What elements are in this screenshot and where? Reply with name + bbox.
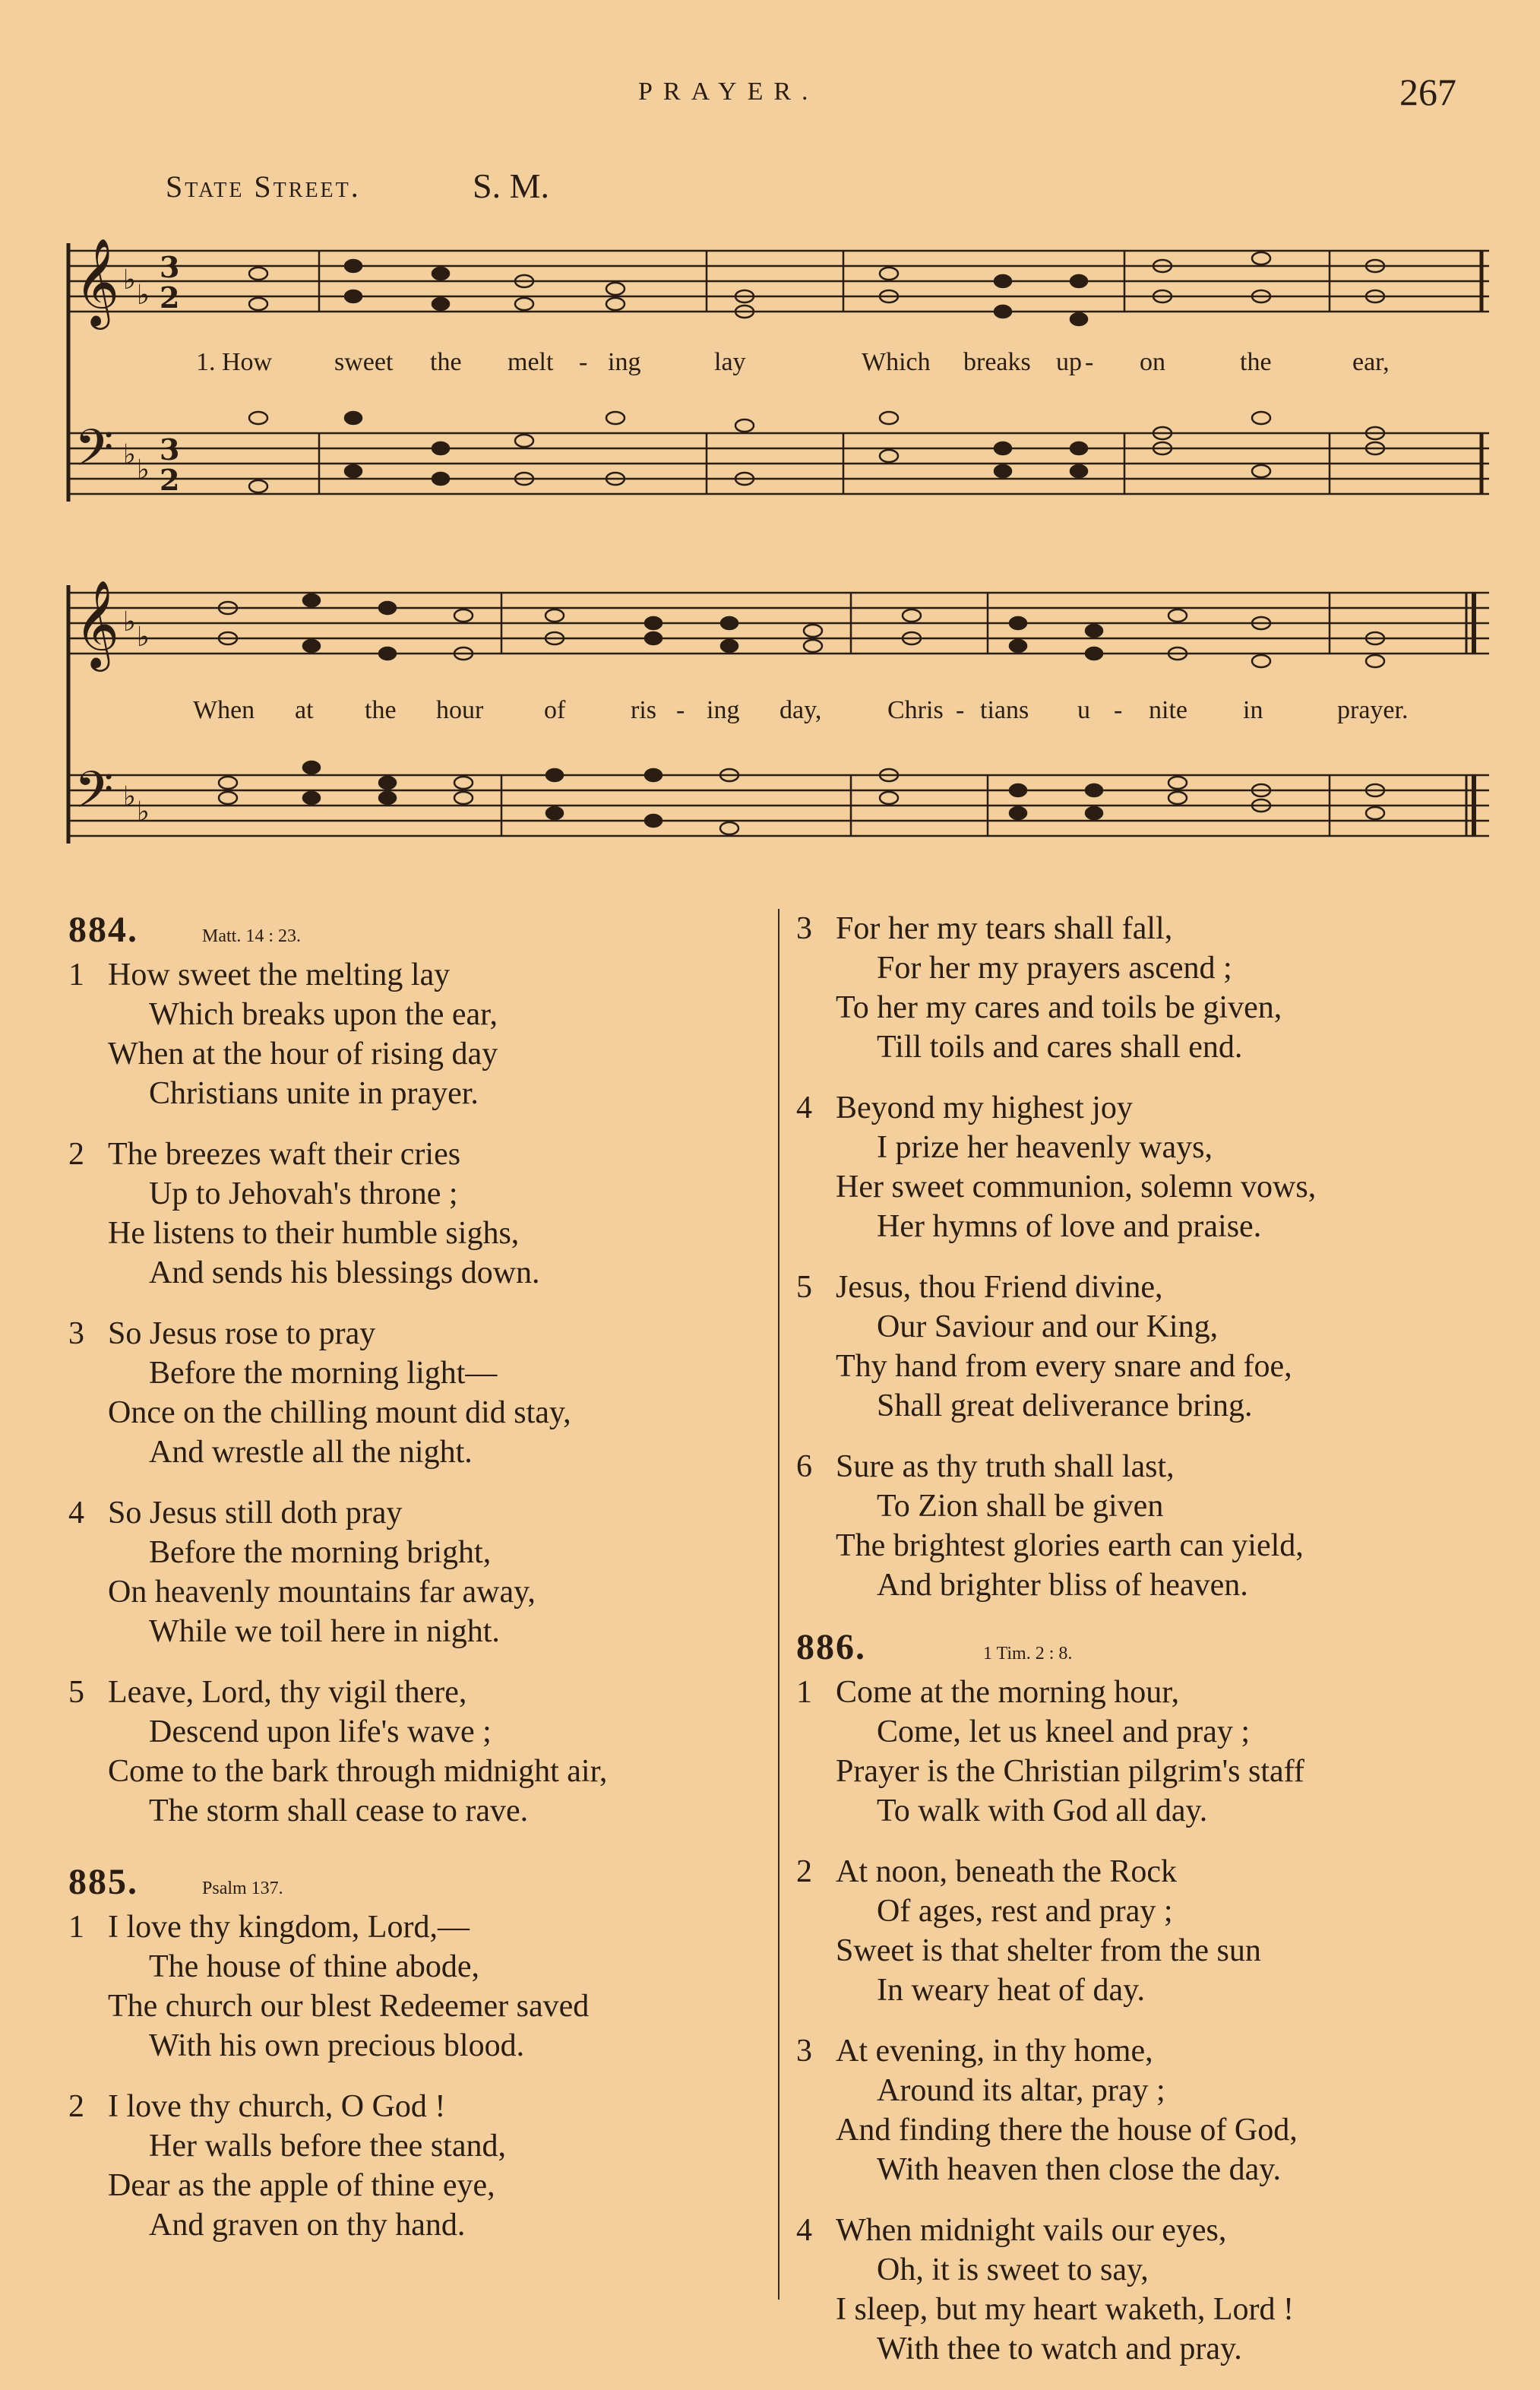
verse-line: Her sweet communion, solemn vows,: [836, 1170, 1317, 1204]
left-column: [68, 909, 767, 2266]
verse-line: The house of thine abode,: [149, 1949, 480, 1984]
verse-line: Around its altar, pray ;: [877, 2073, 1165, 2108]
bass-clef-icon: 𝄢: [74, 761, 114, 831]
verse-line: So Jesus rose to pray: [108, 1316, 376, 1351]
hymn-number: 885.: [68, 1862, 138, 1902]
verse-line: Till toils and cares shall end.: [877, 1030, 1243, 1065]
stanza-number: 5: [68, 1675, 84, 1710]
verse-line: The brightest glories earth can yield,: [836, 1528, 1304, 1563]
verse-line: Come, let us kneel and pray ;: [877, 1714, 1251, 1749]
lyric-syllable: in: [1243, 696, 1263, 724]
svg-text:♭: ♭: [123, 606, 136, 638]
stanza-number: 5: [796, 1270, 812, 1305]
verse-line: Which breaks upon the ear,: [149, 997, 498, 1032]
verse-line: Thy hand from every snare and foe,: [836, 1349, 1292, 1384]
lyric-syllable: up: [1056, 348, 1082, 376]
verse-line: To her my cares and toils be given,: [836, 990, 1282, 1025]
verse-line: At noon, beneath the Rock: [836, 1854, 1178, 1889]
stanza-number: 4: [796, 2213, 812, 2248]
verse-line: I prize her heavenly ways,: [877, 1130, 1213, 1165]
section-title: PRAYER.: [638, 78, 819, 106]
hymn-885-continued: [796, 909, 1526, 1605]
verse-line: I love thy kingdom, Lord,—: [108, 1910, 470, 1945]
stanza: [796, 1673, 1526, 1831]
stanza: [68, 1135, 767, 1293]
lyric-syllable: the: [1240, 348, 1272, 376]
verse-line: Come to the bark through midnight air,: [108, 1754, 608, 1789]
verse-line: Oh, it is sweet to say,: [877, 2252, 1149, 2287]
stanza: [796, 1088, 1526, 1246]
column-divider: [778, 909, 779, 2300]
stanza-number: 2: [68, 2089, 84, 2124]
svg-text:♭: ♭: [123, 439, 136, 470]
verse-line: With his own precious blood.: [149, 2028, 525, 2063]
verse-line: The breezes waft their cries: [108, 1137, 461, 1172]
scripture-reference: Psalm 137.: [202, 1879, 283, 1898]
verse-line: So Jesus still doth pray: [108, 1496, 403, 1531]
verse-line: Dear as the apple of thine eye,: [108, 2168, 495, 2203]
page-number: 267: [1399, 71, 1456, 113]
svg-text:♭: ♭: [123, 781, 136, 812]
stanza-number: 1: [796, 1675, 812, 1710]
verse-line: And wrestle all the night.: [149, 1435, 473, 1470]
verse-line: While we toil here in night.: [149, 1614, 500, 1649]
verse-line: To Zion shall be given: [877, 1489, 1164, 1524]
lyric-syllable: ris: [631, 696, 656, 724]
stanza: [796, 1447, 1526, 1605]
verse-line: Leave, Lord, thy vigil there,: [108, 1675, 467, 1710]
lyric-syllable: day,: [779, 696, 822, 724]
verse-line: When midnight vails our eyes,: [836, 2213, 1227, 2248]
verse-line: Her walls before thee stand,: [149, 2129, 506, 2164]
stanza-number: 3: [796, 911, 812, 946]
staff-bass-1: [68, 433, 1489, 494]
musical-score: [61, 213, 1504, 874]
verse-line: Sure as thy truth shall last,: [836, 1449, 1175, 1484]
staff-treble-2: [68, 593, 1489, 654]
hymn-number: 884.: [68, 910, 138, 950]
verse-line: And sends his blessings down.: [149, 1255, 540, 1290]
verse-line: And finding there the house of God,: [836, 2113, 1298, 2148]
verse-line: Descend upon life's wave ;: [149, 1714, 492, 1749]
treble-clef-icon: 𝄞: [74, 579, 120, 668]
lyric-syllable: breaks: [963, 348, 1031, 376]
verse-line: For her my tears shall fall,: [836, 911, 1173, 946]
lyric-syllable: sweet: [334, 348, 394, 376]
lyric-syllable: melt: [508, 348, 554, 376]
tune-name: State Street.: [166, 169, 361, 204]
svg-text:♭: ♭: [137, 454, 150, 486]
verse-line: In weary heat of day.: [877, 1973, 1145, 2008]
stanza: [68, 955, 767, 1113]
verse-line: Come at the morning hour,: [836, 1675, 1180, 1710]
lyric-syllable: the: [430, 348, 462, 376]
stanza: [796, 1268, 1526, 1426]
stanza: [68, 1493, 767, 1651]
verse-line: For her my prayers ascend ;: [877, 951, 1232, 986]
stanza-number: 6: [796, 1449, 812, 1484]
verse-line: I love thy church, O God !: [108, 2089, 446, 2124]
lyric-syllable: -: [1114, 696, 1123, 724]
stanza-number: 4: [796, 1091, 812, 1125]
verse-line: And graven on thy hand.: [149, 2208, 466, 2243]
verse-line: How sweet the melting lay: [108, 958, 451, 992]
stanza-number: 2: [68, 1137, 84, 1172]
verse-line: Our Saviour and our King,: [877, 1309, 1219, 1344]
svg-text:♭: ♭: [137, 622, 150, 653]
svg-text:♭: ♭: [123, 264, 136, 296]
lyric-syllable: ing: [707, 696, 740, 724]
stanza: [68, 1314, 767, 1472]
stanza-number: 3: [68, 1316, 84, 1351]
verse-line: Prayer is the Christian pilgrim's staff: [836, 1754, 1304, 1789]
lyric-syllable: -: [956, 696, 965, 724]
lyric-syllable: ear,: [1352, 348, 1390, 376]
svg-text:♭: ♭: [137, 280, 150, 311]
lyric-syllable: lay: [714, 348, 746, 376]
verse-line: On heavenly mountains far away,: [108, 1575, 536, 1610]
lyric-syllable: hour: [436, 696, 484, 724]
lyric-syllable: nite: [1149, 696, 1187, 724]
lyric-syllable: at: [295, 696, 314, 724]
verse-line: Before the morning light—: [149, 1356, 498, 1391]
hymn-886: [796, 1626, 1526, 2369]
verse-line: Beyond my highest joy: [836, 1091, 1133, 1125]
lyric-syllable: -: [1085, 348, 1094, 376]
verse-line: And brighter bliss of heaven.: [877, 1568, 1248, 1603]
stanza: [68, 1673, 767, 1831]
staff-bass-2: [68, 775, 1489, 836]
treble-clef-icon: 𝄞: [74, 237, 120, 326]
verse-line: When at the hour of rising day: [108, 1037, 498, 1072]
hymn-885: [68, 1861, 767, 2245]
verse-line: At evening, in thy home,: [836, 2034, 1153, 2069]
hymn-884: [68, 909, 767, 1831]
lyric-syllable: Chris: [887, 696, 944, 724]
scripture-reference: Matt. 14 : 23.: [202, 926, 301, 946]
bass-clef-icon: 𝄢: [74, 419, 114, 489]
verse-line: I sleep, but my heart waketh, Lord !: [836, 2292, 1294, 2327]
scripture-reference: 1 Tim. 2 : 8.: [983, 1644, 1073, 1664]
svg-text:♭: ♭: [137, 796, 150, 828]
stanza: [796, 2031, 1526, 2189]
verse-line: Christians unite in prayer.: [149, 1076, 479, 1111]
lyric-syllable: the: [365, 696, 397, 724]
verse-line: The church our blest Redeemer saved: [108, 1989, 590, 2024]
verse-line: He listens to their humble sighs,: [108, 1216, 520, 1251]
verse-line: Once on the chilling mount did stay,: [108, 1395, 571, 1430]
hymn-number: 886.: [796, 1627, 866, 1667]
verse-line: Before the morning bright,: [149, 1535, 492, 1570]
verse-line: Up to Jehovah's throne ;: [149, 1176, 458, 1211]
verse-line: With heaven then close the day.: [877, 2152, 1282, 2187]
stanza: [796, 909, 1526, 1067]
stanza: [796, 2211, 1526, 2369]
stanza-number: 4: [68, 1496, 84, 1531]
lyric-syllable: When: [193, 696, 255, 724]
lyric-syllable: -: [579, 348, 588, 376]
verse-line: Her hymns of love and praise.: [877, 1209, 1262, 1244]
verse-line: The storm shall cease to rave.: [149, 1793, 529, 1828]
verse-line: To walk with God all day.: [877, 1793, 1208, 1828]
stanza: [68, 1907, 767, 2066]
lyric-syllable: Which: [862, 348, 931, 376]
right-column: [796, 909, 1526, 2390]
svg-text:2: 2: [160, 280, 180, 315]
verse-line: Jesus, thou Friend divine,: [836, 1270, 1163, 1305]
lyric-syllable: prayer.: [1337, 696, 1409, 724]
stanza-number: 3: [796, 2034, 812, 2069]
staff-treble-1: [68, 251, 1489, 312]
verse-line: Shall great deliverance bring.: [877, 1388, 1253, 1423]
lyric-syllable: ing: [608, 348, 641, 376]
verse-line: Sweet is that shelter from the sun: [836, 1933, 1261, 1968]
svg-text:2: 2: [160, 463, 180, 497]
lyric-syllable: 1. How: [196, 348, 273, 376]
verse-line: With thee to watch and pray.: [877, 2331, 1242, 2366]
stanza: [68, 2087, 767, 2245]
lyric-syllable: u: [1077, 696, 1090, 724]
lyric-syllable: on: [1140, 348, 1165, 376]
lyric-syllable: tians: [980, 696, 1029, 724]
stanza: [796, 1852, 1526, 2010]
stanza-number: 2: [796, 1854, 812, 1889]
lyric-syllable: -: [676, 696, 685, 724]
stanza-number: 1: [68, 1910, 84, 1945]
tune-meter: S. M.: [473, 166, 549, 205]
stanza-number: 1: [68, 958, 84, 992]
lyric-syllable: of: [544, 696, 566, 724]
svg-text:3: 3: [160, 432, 180, 467]
verse-line: Of ages, rest and pray ;: [877, 1894, 1173, 1929]
svg-text:3: 3: [160, 250, 180, 284]
